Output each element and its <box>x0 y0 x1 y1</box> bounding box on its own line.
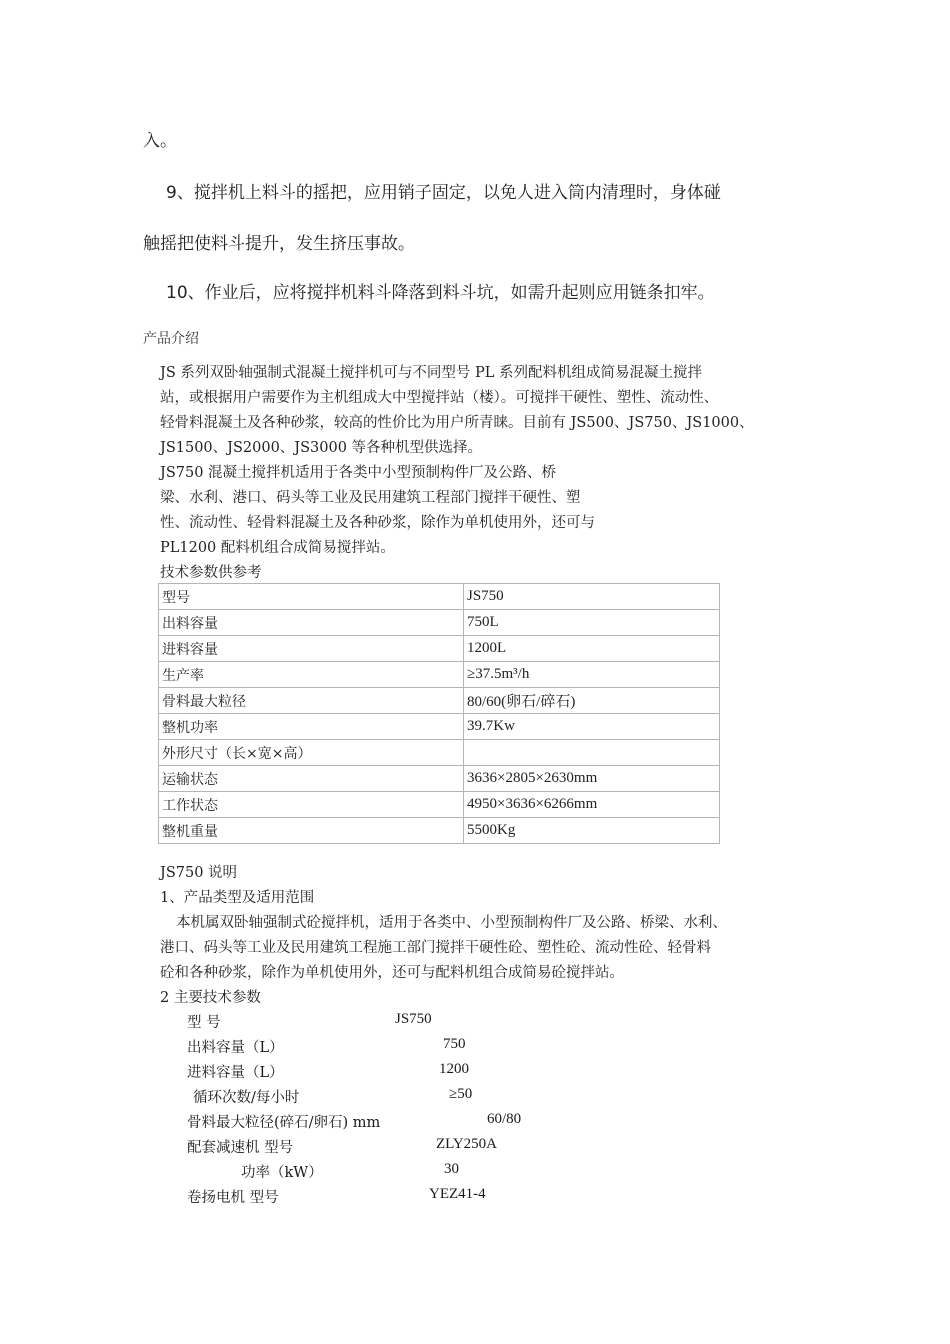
table-row <box>159 662 720 688</box>
param-value: ≥50 <box>449 1086 473 1102</box>
spec-title: JS750 说明 <box>160 865 238 881</box>
table-key: 出料容量 <box>159 610 464 636</box>
param-label: 功率（kW） <box>241 1165 323 1181</box>
note-item-10: 10、作业后，应将搅拌机料斗降落到料斗坑，如需升起则应用链条扣牢。 <box>166 283 715 303</box>
table-row <box>159 740 720 766</box>
section-1-line: 港口、码头等工业及民用建筑工程施工部门搅拌干硬性砼、塑性砼、流动性砼、轻骨料 <box>160 940 711 956</box>
note-item-9-line-1: 9、搅拌机上料斗的摇把，应用销子固定，以免人进入筒内清理时，身体碰 <box>166 183 721 203</box>
param-value: 750 <box>443 1036 466 1052</box>
table-key: 运输状态 <box>159 766 464 792</box>
param-label: 卷扬电机 型号 <box>187 1190 279 1206</box>
section-2-heading: 2 主要技术参数 <box>160 990 261 1006</box>
intro-line: 站，或根据用户需要作为主机组成大中型搅拌站（楼）。可搅拌干硬性、塑性、流动性、 <box>160 390 719 406</box>
product-heading: 产品介绍 <box>143 331 199 347</box>
table-row <box>159 610 720 636</box>
intro-line: 轻骨料混凝土及各种砂浆，较高的性价比为用户所青睐。目前有 JS500、JS750、JS1000、 <box>160 415 754 431</box>
table-value: 1200L <box>464 636 720 662</box>
table-key: 工作状态 <box>159 792 464 818</box>
param-label: 型 号 <box>187 1015 221 1031</box>
table-key: 整机重量 <box>159 818 464 844</box>
table-value: 750L <box>464 610 720 636</box>
table-value: 5500Kg <box>464 818 720 844</box>
param-value: ZLY250A <box>436 1136 497 1152</box>
table-key: 整机功率 <box>159 714 464 740</box>
table-value: JS750 <box>464 584 720 610</box>
param-label: 出料容量（L） <box>187 1040 284 1056</box>
table-key: 外形尺寸（长×宽×高） <box>159 740 464 766</box>
note-item-9-line-2: 触摇把使料斗提升，发生挤压事故。 <box>143 234 415 254</box>
table-key: 骨料最大粒径 <box>159 688 464 714</box>
intro-line: PL1200 配料机组合成简易搅拌站。 <box>160 540 395 556</box>
table-caption: 技术参数供参考 <box>160 565 262 581</box>
section-1-heading: 1、产品类型及适用范围 <box>160 890 315 906</box>
table-value: 3636×2805×2630mm <box>464 766 720 792</box>
intro-line: JS 系列双卧轴强制式混凝土搅拌机可与不同型号 PL 系列配料机组成简易混凝土搅拌 <box>160 365 702 381</box>
section-1-line: 砼和各种砂浆，除作为单机使用外，还可与配料机组合成简易砼搅拌站。 <box>160 965 624 981</box>
note-continuation: 入。 <box>143 131 177 151</box>
intro-line: JS750 混凝土搅拌机适用于各类中小型预制构件厂及公路、桥 <box>160 465 557 481</box>
table-row <box>159 818 720 844</box>
param-label: 配套减速机 型号 <box>187 1140 294 1156</box>
table-key: 型号 <box>159 584 464 610</box>
table-value: 39.7Kw <box>464 714 720 740</box>
param-value: 1200 <box>439 1061 469 1077</box>
section-1-line: 本机属双卧轴强制式砼搅拌机，适用于各类中、小型预制构件厂及公路、桥梁、水利、 <box>176 915 727 931</box>
table-value: 80/60(卵石/碎石) <box>464 688 720 714</box>
intro-line: JS1500、JS2000、JS3000 等各种机型供选择。 <box>160 440 483 456</box>
intro-line: 梁、水利、港口、码头等工业及民用建筑工程部门搅拌干硬性、塑 <box>160 490 581 506</box>
param-value: 30 <box>444 1161 459 1177</box>
spec-table <box>158 583 720 844</box>
table-row <box>159 714 720 740</box>
param-value: JS750 <box>395 1011 432 1027</box>
table-row <box>159 688 720 714</box>
intro-line: 性、流动性、轻骨料混凝土及各种砂浆，除作为单机使用外，还可与 <box>160 515 595 531</box>
table-value: 4950×3636×6266mm <box>464 792 720 818</box>
param-label: 骨料最大粒径(碎石/卵石) mm <box>187 1115 381 1131</box>
param-label: 循环次数/每小时 <box>193 1090 300 1106</box>
table-key: 进料容量 <box>159 636 464 662</box>
table-row <box>159 636 720 662</box>
table-value: ≥37.5m³/h <box>464 662 720 688</box>
table-key: 生产率 <box>159 662 464 688</box>
table-row <box>159 792 720 818</box>
table-row <box>159 584 720 610</box>
param-value: 60/80 <box>487 1111 522 1127</box>
param-value: YEZ41-4 <box>429 1186 486 1202</box>
param-label: 进料容量（L） <box>187 1065 284 1081</box>
table-row <box>159 766 720 792</box>
table-value <box>464 740 720 766</box>
